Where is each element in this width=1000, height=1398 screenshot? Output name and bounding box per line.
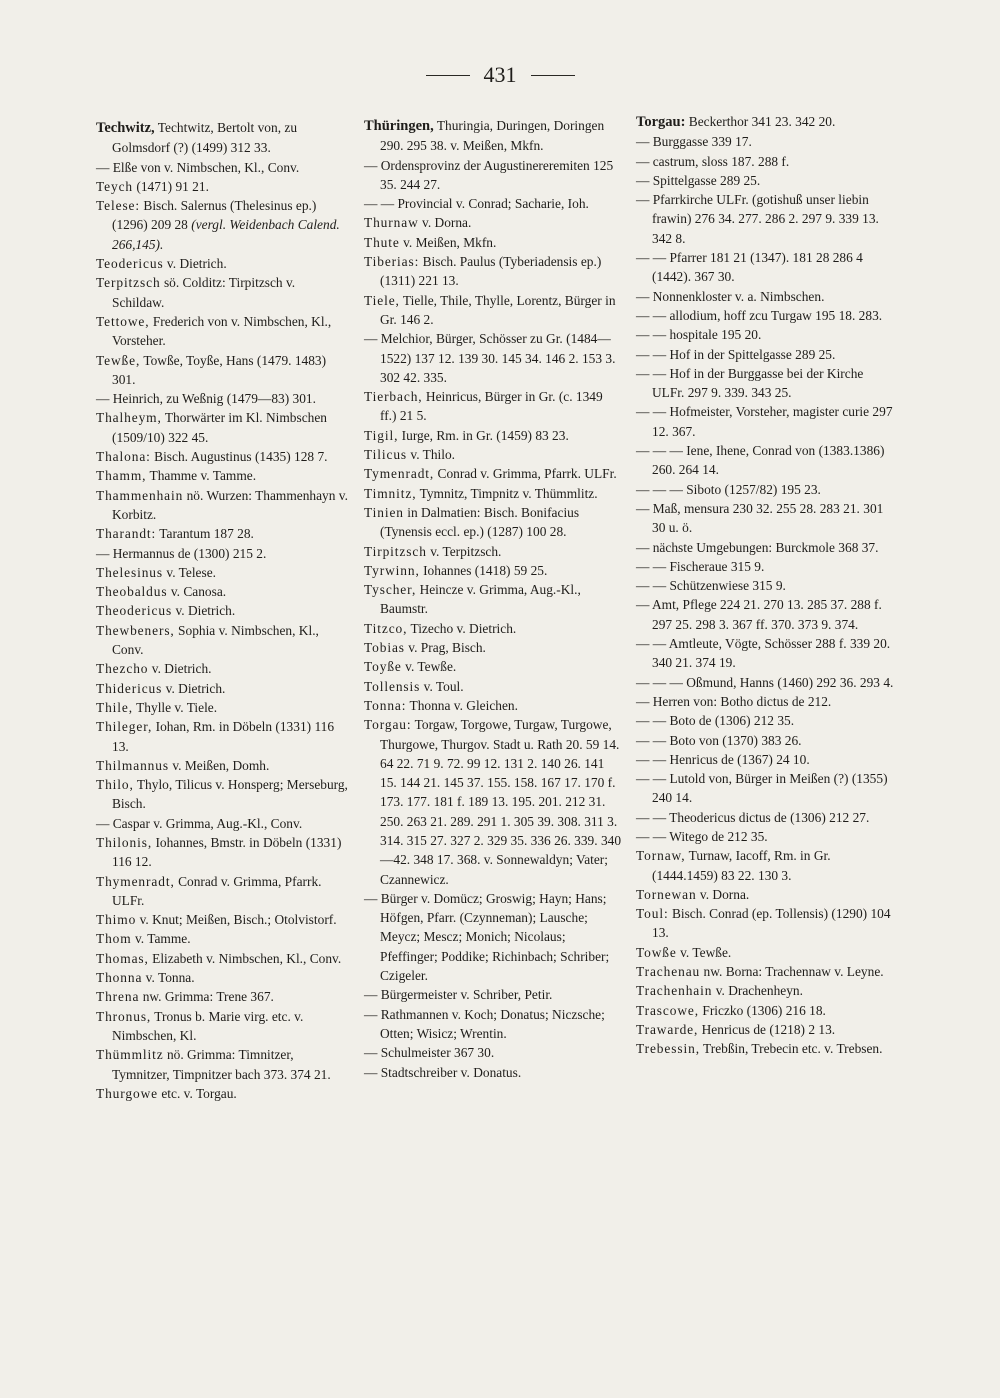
- entry-headword: Thile,: [96, 699, 134, 715]
- entry-headword: Tettowe,: [96, 313, 150, 329]
- entry-text: Iohannes (1418) 59 25.: [423, 562, 548, 578]
- entry-headword: Tharandt:: [96, 526, 157, 542]
- entry-text: — Bürger v. Domücz; Groswig; Hayn; Hans; Höfgen, Pfarr. (Czynneman); Lausche; Meycz; Mescz; Monich; Nicolaus; Pfeffinger; Poddike; Richinbach; Schriber; Czigeler.: [364, 890, 610, 984]
- index-entry: [96, 273, 350, 312]
- index-entry: [364, 252, 622, 291]
- index-entry: [96, 698, 350, 717]
- index-entry: [96, 1084, 350, 1103]
- index-entry: [364, 542, 622, 561]
- entry-text: Thorwärter im Kl. Nimbschen (1509/10) 322 45.: [112, 410, 327, 445]
- index-entry: [636, 904, 894, 943]
- index-entry: [636, 171, 894, 190]
- index-entry: [636, 962, 894, 981]
- index-entry: [636, 152, 894, 171]
- entry-text: — — Amtleute, Vögte, Schösser 288 f. 339 20. 340 21. 374 19.: [636, 636, 891, 671]
- entry-headword: Thimo: [96, 912, 137, 928]
- entry-text: Sophia v. Nimbschen, Kl., Conv.: [112, 622, 319, 658]
- index-entry: [364, 426, 622, 445]
- entry-text: v. Toul.: [423, 678, 464, 694]
- entry-text: — — — Siboto (1257/82) 195 23.: [636, 481, 821, 497]
- entry-text: nö. Grimma: Timnitzer, Tymnitzer, Timpnitzer bach 373. 374 21.: [112, 1047, 331, 1082]
- entry-text: Tronus b. Marie virg. etc. v. Nimbschen, Kl.: [112, 1008, 304, 1043]
- entry-headword: Thidericus: [96, 680, 163, 696]
- entry-headword: Thalona:: [96, 449, 151, 465]
- entry-headword: Torgau:: [636, 114, 686, 130]
- index-entry: [636, 441, 894, 480]
- entry-text: — — Witego de 212 35.: [636, 828, 768, 844]
- index-entry: [96, 987, 350, 1006]
- entry-text: Bisch. Conrad (ep. Tollensis) (1290) 104 13.: [652, 906, 891, 941]
- entry-headword: Theobaldus: [96, 584, 168, 600]
- entry-text: — — — Iene, Ihene, Conrad von (1383.1386) 260. 264 14.: [636, 443, 885, 478]
- index-entry: [364, 329, 622, 387]
- entry-headword: Toul:: [636, 906, 669, 922]
- index-entry: [96, 351, 350, 390]
- index-entry: [364, 116, 622, 156]
- index-entry: [364, 715, 622, 889]
- index-entry: [364, 1005, 622, 1044]
- index-entry: [636, 112, 894, 132]
- entry-text: v. Tamme.: [134, 931, 191, 947]
- index-entry: [636, 808, 894, 827]
- entry-headword: Thurnaw: [364, 215, 419, 231]
- index-entry: [636, 248, 894, 287]
- index-entry: [636, 1001, 894, 1020]
- index-entry: [96, 679, 350, 698]
- entry-text: Elizabeth v. Nimbschen, Kl., Conv.: [152, 950, 342, 966]
- entry-text: Techtwitz, Bertolt von, zu Golmsdorf (?) (1499) 312 33.: [112, 120, 298, 156]
- entry-headword: Thalheym,: [96, 410, 162, 426]
- index-entry: [364, 213, 622, 232]
- entry-text: — — Boto de (1306) 212 35.: [636, 713, 795, 729]
- index-entry: [636, 480, 894, 499]
- entry-text: Thuringia, Duringen, Doringen 290. 295 38. v. Meißen, Mkfn.: [380, 118, 605, 154]
- index-entry: [636, 190, 894, 248]
- entry-headword: Thom: [96, 931, 132, 947]
- index-entry: [96, 717, 350, 756]
- entry-text: — Amt, Pflege 224 21. 270 13. 285 37. 288 f. 297 25. 298 3. 367 ff. 370. 373 9. 374.: [636, 597, 882, 632]
- entry-headword: Techwitz,: [96, 120, 155, 136]
- page-header: [0, 62, 1000, 88]
- page-number: 431: [483, 62, 517, 87]
- index-entry: [636, 981, 894, 1000]
- index-entry: [96, 929, 350, 948]
- index-entry: [364, 619, 622, 638]
- entry-text: v. Tewße.: [405, 659, 457, 675]
- index-entry: [96, 910, 350, 929]
- entry-text: v. Dietrich.: [175, 603, 236, 619]
- index-entry: [636, 595, 894, 634]
- index-entry: [636, 402, 894, 441]
- entry-headword: Tobias: [364, 640, 405, 656]
- entry-headword: Thilmannus: [96, 757, 169, 773]
- index-entry: [364, 233, 622, 252]
- index-entry: [636, 287, 894, 306]
- index-entry: [636, 692, 894, 711]
- header-rule-right: [531, 75, 575, 76]
- entry-text: Thylo, Tilicus v. Honsperg; Merseburg, Bisch.: [112, 777, 348, 812]
- index-entry: [364, 1043, 622, 1062]
- index-column-right: [636, 112, 894, 1059]
- entry-headword: Thute: [364, 234, 400, 250]
- index-entry: [636, 557, 894, 576]
- index-entry: [636, 306, 894, 325]
- entry-text: — — Provincial v. Conrad; Sacharie, Ioh.: [364, 196, 589, 212]
- entry-headword: Titzco,: [364, 620, 408, 636]
- entry-headword: Tyscher,: [364, 582, 417, 598]
- entry-text: in Dalmatien: Bisch. Bonifacius (Tynensis eccl. ep.) (1287) 100 28.: [380, 504, 580, 540]
- entry-headword: Tiele,: [364, 292, 400, 308]
- index-entry: [636, 538, 894, 557]
- entry-headword: Threna: [96, 989, 140, 1005]
- entry-text: Frederich von v. Nimbschen, Kl., Vorsteher.: [112, 313, 332, 349]
- entry-headword: Tigil,: [364, 427, 399, 443]
- entry-headword: Tyrwinn,: [364, 562, 420, 578]
- entry-text: Beckerthor 341 23. 342 20.: [688, 114, 836, 129]
- entry-headword: Tilicus: [364, 447, 408, 463]
- entry-text: — — Hof in der Burggasse bei der Kirche ULFr. 297 9. 339. 343 25.: [636, 365, 864, 401]
- entry-text: Iohan, Rm. in Döbeln (1331) 116 13.: [112, 719, 335, 754]
- entry-headword: Trascowe,: [636, 1002, 700, 1018]
- entry-text: v. Dorna.: [422, 215, 472, 231]
- index-entry: [364, 985, 622, 1004]
- index-column-left: [96, 118, 350, 1103]
- index-entry: [364, 696, 622, 715]
- entry-text: Trebßin, Trebecin etc. v. Trebsen.: [703, 1041, 883, 1057]
- entry-text: Thonna v. Gleichen.: [409, 697, 518, 713]
- entry-text: Iohannes, Bmstr. in Döbeln (1331) 116 12.: [112, 834, 342, 870]
- index-entry: [636, 634, 894, 673]
- entry-text: — Burggasse 339 17.: [636, 134, 752, 150]
- entry-text: — Nonnenkloster v. a. Nimbschen.: [636, 288, 825, 304]
- entry-text: Heinricus, Bürger in Gr. (c. 1349 ff.) 21 5.: [380, 389, 603, 424]
- entry-text: etc. v. Torgau.: [161, 1085, 237, 1101]
- index-entry: [96, 601, 350, 620]
- index-entry: [636, 711, 894, 730]
- index-entry: [96, 775, 350, 814]
- entry-text: Bisch. Salernus (Thelesinus ep.) (1296) 209 28: [112, 198, 317, 233]
- index-entry: [636, 499, 894, 538]
- entry-text: — Herren von: Botho dictus de 212.: [636, 693, 832, 709]
- index-entry: [96, 158, 350, 177]
- index-entry: [96, 814, 350, 833]
- entry-text: Tymnitz, Timpnitz v. Thümmlitz.: [419, 485, 598, 501]
- index-column-middle: [364, 116, 622, 1082]
- entry-text: — — Pfarrer 181 21 (1347). 181 28 286 4 (1442). 367 30.: [636, 250, 863, 285]
- entry-text: — — Theodericus dictus de (1306) 212 27.: [636, 809, 870, 825]
- entry-headword: Thelesinus: [96, 564, 164, 580]
- entry-headword: Towße: [636, 944, 677, 960]
- index-entry: [364, 291, 622, 330]
- entry-text: — Schulmeister 367 30.: [364, 1045, 495, 1061]
- index-entry: [96, 408, 350, 447]
- entry-headword: Thronus,: [96, 1008, 152, 1024]
- entry-text: v. Tewße.: [680, 944, 732, 960]
- entry-text: v. Drachenheyn.: [715, 983, 803, 999]
- index-entry: [96, 1007, 350, 1046]
- entry-headword: Tymenradt,: [364, 466, 435, 482]
- entry-headword: Timnitz,: [364, 485, 417, 501]
- index-entry: [364, 580, 622, 619]
- entry-headword: Tornewan: [636, 886, 697, 902]
- entry-text: — Rathmannen v. Koch; Donatus; Niczsche; Otten; Wisicz; Wrentin.: [364, 1006, 605, 1041]
- index-entry: [364, 464, 622, 483]
- entry-text: (1471) 91 21.: [136, 178, 209, 194]
- entry-text: v. Tonna.: [145, 970, 195, 986]
- entry-headword: Tirpitzsch: [364, 543, 427, 559]
- entry-text: Tarantum 187 28.: [159, 526, 254, 542]
- entry-text: v. Terpitzsch.: [430, 543, 502, 559]
- index-entry: [96, 756, 350, 775]
- index-entry: [636, 885, 894, 904]
- entry-text: — Ordensprovinz der Augustinereremiten 125 35. 244 27.: [364, 157, 614, 192]
- entry-headword: Trachenau: [636, 964, 701, 980]
- entry-headword: Torgau:: [364, 717, 412, 733]
- entry-headword: Trebessin,: [636, 1041, 700, 1057]
- index-entry: [636, 827, 894, 846]
- index-entry: [96, 466, 350, 485]
- entry-headword: Thomas,: [96, 950, 149, 966]
- entry-headword: Theodericus: [96, 603, 173, 619]
- entry-text: v. Canosa.: [170, 584, 227, 600]
- index-entry: [96, 177, 350, 196]
- entry-text: Thylle v. Tiele.: [136, 699, 218, 715]
- index-entry: [96, 254, 350, 273]
- index-entry: [364, 657, 622, 676]
- entry-text: Conrad v. Grimma, Pfarrk. ULFr.: [112, 873, 322, 908]
- entry-text: — Stadtschreiber v. Donatus.: [364, 1064, 522, 1080]
- entry-text: — — — Oßmund, Hanns (1460) 292 36. 293 4.: [636, 674, 894, 690]
- entry-text: — — Hof in der Spittelgasse 289 25.: [636, 346, 836, 362]
- entry-text: — Caspar v. Grimma, Aug.-Kl., Conv.: [96, 815, 303, 831]
- entry-text: v. Dietrich.: [151, 661, 212, 677]
- index-entry: [96, 949, 350, 968]
- entry-text: — — Hofmeister, Vorsteher, magister curie 297 12. 367.: [636, 404, 893, 439]
- index-entry: [96, 544, 350, 563]
- index-entry: [96, 389, 350, 408]
- index-entry: [364, 445, 622, 464]
- index-entry: [636, 731, 894, 750]
- index-entry: [96, 196, 350, 254]
- index-entry: [636, 345, 894, 364]
- index-entry: [636, 750, 894, 769]
- index-entry: [636, 364, 894, 403]
- entry-text: nö. Wurzen: Thammenhayn v. Korbitz.: [112, 487, 348, 522]
- entry-text: v. Knut; Meißen, Bisch.; Otolvistorf.: [139, 912, 337, 928]
- entry-text: Friczko (1306) 216 18.: [702, 1002, 826, 1018]
- index-entry: [364, 387, 622, 426]
- index-entry: [96, 659, 350, 678]
- entry-text: sö. Colditz: Tirpitzsch v. Schildaw.: [112, 275, 296, 310]
- index-entry: [364, 484, 622, 503]
- entry-text: — — Boto von (1370) 383 26.: [636, 732, 802, 748]
- entry-headword: Tewße,: [96, 352, 141, 368]
- entry-headword: Thonna: [96, 970, 143, 986]
- entry-text: — Spittelgasse 289 25.: [636, 172, 761, 188]
- entry-headword: Tierbach,: [364, 389, 423, 405]
- entry-text: Torgaw, Torgowe, Turgaw, Turgowe, Thurgowe, Thurgov. Stadt u. Rath 20. 59 14. 64 22. 71 9. 72. 99 12. 131 2. 140 26. 141 15. 144 21. 145 37. 155. 158. 167 17. 170 f. 173. 177. 181 f. 189 13. 195. 201. 212 31. 250. 263 21. 289. 291 1. 305 39. 308. 311 3. 314. 315 27. 327 2. 329 35. 336 26. 339. 340—42. 348 17. 368. v. Sonnewaldyn; Vater; Czannewicz.: [380, 717, 622, 887]
- entry-text: Heincze v. Grimma, Aug.-Kl., Baumstr.: [380, 582, 581, 617]
- entry-headword: Thüringen,: [364, 118, 434, 134]
- entry-headword: Thilonis,: [96, 834, 153, 850]
- index-entry: [636, 846, 894, 885]
- entry-text: Towße, Toyße, Hans (1479. 1483) 301.: [112, 352, 327, 387]
- entry-text: — Melchior, Bürger, Schösser zu Gr. (1484—1522) 137 12. 139 30. 145 34. 146 2. 153 3. 302 42. 335.: [364, 331, 616, 385]
- entry-headword: Terpitzsch: [96, 275, 161, 291]
- index-entry: [636, 576, 894, 595]
- entry-text: — — Schützenwiese 315 9.: [636, 578, 786, 594]
- index-entry: [96, 833, 350, 872]
- entry-headword: Tonna:: [364, 697, 407, 713]
- entry-headword: Thymenradt,: [96, 873, 175, 889]
- entry-text: Turnaw, Iacoff, Rm. in Gr. (1444.1459) 83 22. 130 3.: [652, 848, 831, 883]
- entry-text: v. Thilo.: [410, 447, 456, 463]
- entry-text: v. Prag, Bisch.: [408, 640, 486, 656]
- index-entry: [96, 872, 350, 911]
- entry-headword: Teodericus: [96, 256, 164, 272]
- entry-headword: Tiberias:: [364, 254, 420, 270]
- entry-text: Henricus de (1218) 2 13.: [701, 1021, 836, 1037]
- index-entry: [96, 118, 350, 158]
- index-entry: [636, 769, 894, 808]
- index-entry: [96, 524, 350, 543]
- entry-text: nw. Borna: Trachennaw v. Leyne.: [703, 964, 884, 980]
- entry-headword: Thamm,: [96, 468, 147, 484]
- entry-headword: Tornaw,: [636, 848, 686, 864]
- index-entry: [364, 638, 622, 657]
- index-entry: [636, 1039, 894, 1058]
- index-entry: [96, 621, 350, 660]
- index-entry: [636, 943, 894, 962]
- index-entry: [364, 1063, 622, 1082]
- entry-reference-italic: (vergl. Weidenbach Calend. 266,145).: [112, 217, 340, 252]
- entry-text: — castrum, sloss 187. 288 f.: [636, 153, 790, 169]
- index-entry: [364, 156, 622, 195]
- index-entry: [636, 132, 894, 151]
- index-entry: [364, 194, 622, 213]
- index-entry: [636, 325, 894, 344]
- entry-text: — Hermannus de (1300) 215 2.: [96, 545, 267, 561]
- entry-text: — Heinrich, zu Weßnig (1479—83) 301.: [96, 391, 316, 407]
- entry-text: Bisch. Paulus (Tyberiadensis ep.) (1311) 221 13.: [380, 254, 602, 289]
- entry-text: — Bürgermeister v. Schriber, Petir.: [364, 987, 553, 1003]
- entry-headword: Thewbeners,: [96, 622, 175, 638]
- entry-text: — — Fischeraue 315 9.: [636, 558, 765, 574]
- entry-text: v. Dietrich.: [165, 680, 226, 696]
- entry-text: — — hospitale 195 20.: [636, 327, 762, 343]
- entry-text: Tielle, Thile, Thylle, Lorentz, Bürger in Gr. 146 2.: [380, 292, 616, 327]
- entry-headword: Trachenhain: [636, 983, 713, 999]
- entry-headword: Thammenhain: [96, 487, 184, 503]
- entry-text: nw. Grimma: Trene 367.: [142, 989, 274, 1005]
- entry-text: Iurge, Rm. in Gr. (1459) 83 23.: [401, 427, 569, 443]
- entry-text: — — allodium, hoff zcu Turgaw 195 18. 283.: [636, 307, 883, 323]
- entry-headword: Trawarde,: [636, 1021, 699, 1037]
- entry-text: — Maß, mensura 230 32. 255 28. 283 21. 301 30 u. ö.: [636, 500, 884, 536]
- entry-text: Tizecho v. Dietrich.: [410, 620, 517, 636]
- entry-text: Conrad v. Grimma, Pfarrk. ULFr.: [437, 466, 617, 482]
- entry-text: v. Telese.: [166, 564, 217, 580]
- header-rule-left: [426, 75, 470, 76]
- entry-text: Bisch. Augustinus (1435) 128 7.: [154, 449, 328, 465]
- entry-text: — Elße von v. Nimbschen, Kl., Conv.: [96, 159, 300, 175]
- entry-headword: Telese:: [96, 198, 141, 214]
- entry-text: — — Lutold von, Bürger in Meißen (?) (1355) 240 14.: [636, 771, 888, 806]
- entry-text: Thamme v. Tamme.: [149, 468, 257, 484]
- entry-headword: Tinien: [364, 504, 404, 520]
- index-entry: [636, 673, 894, 692]
- entry-text: — nächste Umgebungen: Burckmole 368 37.: [636, 539, 879, 555]
- entry-headword: Thilo,: [96, 777, 134, 793]
- entry-headword: Tollensis: [364, 678, 421, 694]
- entry-text: v. Dietrich.: [166, 256, 227, 272]
- entry-text: v. Meißen, Mkfn.: [403, 234, 497, 250]
- entry-headword: Thümmlitz: [96, 1047, 164, 1063]
- index-entry: [96, 563, 350, 582]
- entry-text: v. Dorna.: [699, 886, 750, 902]
- entry-headword: Teych: [96, 178, 134, 194]
- index-entry: [96, 1045, 350, 1084]
- entry-headword: Toyße: [364, 659, 402, 675]
- index-entry: [96, 968, 350, 987]
- index-entry: [364, 561, 622, 580]
- index-entry: [96, 582, 350, 601]
- index-entry: [96, 486, 350, 525]
- entry-text: — Pfarrkirche ULFr. (gotishuß unser liebin frawin) 276 34. 277. 286 2. 297 9. 339 13. 342 8.: [636, 192, 879, 246]
- entry-text: v. Meißen, Domh.: [172, 757, 270, 773]
- index-entry: [364, 677, 622, 696]
- index-entry: [364, 503, 622, 542]
- entry-headword: Thurgowe: [96, 1085, 158, 1101]
- index-entry: [96, 447, 350, 466]
- index-entry: [636, 1020, 894, 1039]
- entry-headword: Thileger,: [96, 719, 153, 735]
- entry-text: — — Henricus de (1367) 24 10.: [636, 751, 810, 767]
- index-entry: [364, 889, 622, 985]
- entry-headword: Thezcho: [96, 661, 149, 677]
- index-entry: [96, 312, 350, 351]
